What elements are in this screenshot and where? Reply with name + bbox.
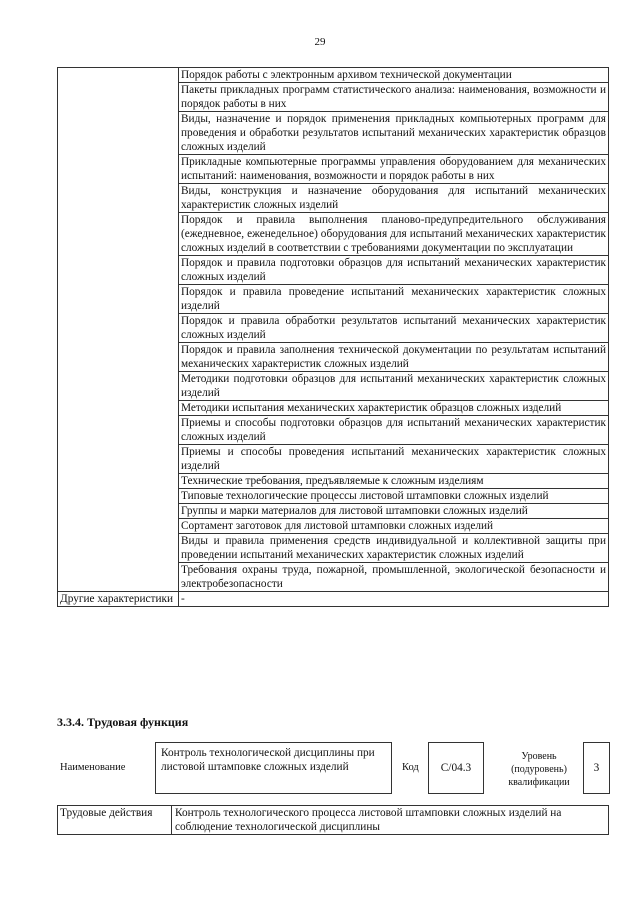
code-value: C/04.3 [428,742,484,794]
knowledge-item: Группы и марки материалов для листовой штамповки сложных изделий [179,504,609,519]
name-label: Наименование [60,762,126,773]
knowledge-item: Приемы и способы подготовки образцов для испытаний механических характеристик сложных изделий [179,416,609,445]
knowledge-item: Методики подготовки образцов для испытаний механических характеристик сложных изделий [179,372,609,401]
knowledge-item: Порядок и правила подготовки образцов для испытаний механических характеристик сложных изделий [179,256,609,285]
page-number: 29 [314,36,326,48]
labor-actions-table [57,805,609,835]
knowledge-item: Требования охраны труда, пожарной, промышленной, экологической безопасности и электробезопасности [179,563,609,592]
knowledge-item: Прикладные компьютерные программы управления оборудованием для механических испытаний: наименования, возможности и порядок работы в них [179,155,609,184]
other-characteristics-label: Другие характеристики [58,592,179,607]
labor-actions-label: Трудовые действия [58,806,172,835]
labor-actions-value: Контроль технологического процесса листовой штамповки сложных изделий на соблюдение технологической дисциплины [172,806,609,835]
other-characteristics-value: - [179,592,609,607]
knowledge-item: Типовые технологические процессы листовой штамповки сложных изделий [179,489,609,504]
knowledge-item: Сортамент заготовок для листовой штамповки сложных изделий [179,519,609,534]
code-label: Код [402,762,419,773]
qualification-level-label: Уровень (подуровень) квалификации [508,751,570,788]
knowledge-item: Порядок работы с электронным архивом технической документации [179,68,609,83]
knowledge-item: Порядок и правила обработки результатов испытаний механических характеристик сложных изделий [179,314,609,343]
section-heading: 3.3.4. Трудовая функция [57,715,189,729]
table-row [58,592,609,607]
knowledge-label-cell [58,68,179,592]
knowledge-item: Порядок и правила заполнения технической документации по результатам испытаний механических характеристик сложных изделий [179,343,609,372]
knowledge-item: Виды, конструкция и назначение оборудования для испытаний механических характеристик сложных изделий [179,184,609,213]
knowledge-item: Методики испытания механических характеристик образцов сложных изделий [179,401,609,416]
knowledge-item: Порядок и правила проведение испытаний механических характеристик сложных изделий [179,285,609,314]
qualification-level-value: 3 [583,742,610,794]
knowledge-table [57,67,609,607]
knowledge-item: Виды, назначение и порядок применения прикладных компьютерных программ для проведения и обработки результатов испытаний механических характеристик образцов сложных изделий [179,112,609,155]
knowledge-item: Приемы и способы проведения испытаний механических характеристик сложных изделий [179,445,609,474]
knowledge-item: Виды и правила применения средств индивидуальной и коллективной защиты при проведении испытаний механических характеристик сложных изделий [179,534,609,563]
knowledge-item: Технические требования, предъявляемые к сложным изделиям [179,474,609,489]
table-row [58,806,609,835]
knowledge-item: Порядок и правила выполнения планово-предупредительного обслуживания (ежедневное, еженедельное) оборудования для испытаний механических характеристик сложных изделий в соответствии с требованиями документации по эксплуатации [179,213,609,256]
table-row [58,68,609,83]
knowledge-item: Пакеты прикладных программ статистического анализа: наименования, возможности и порядок работы в них [179,83,609,112]
function-name-value: Контроль технологической дисциплины при листовой штамповке сложных изделий [155,742,392,794]
